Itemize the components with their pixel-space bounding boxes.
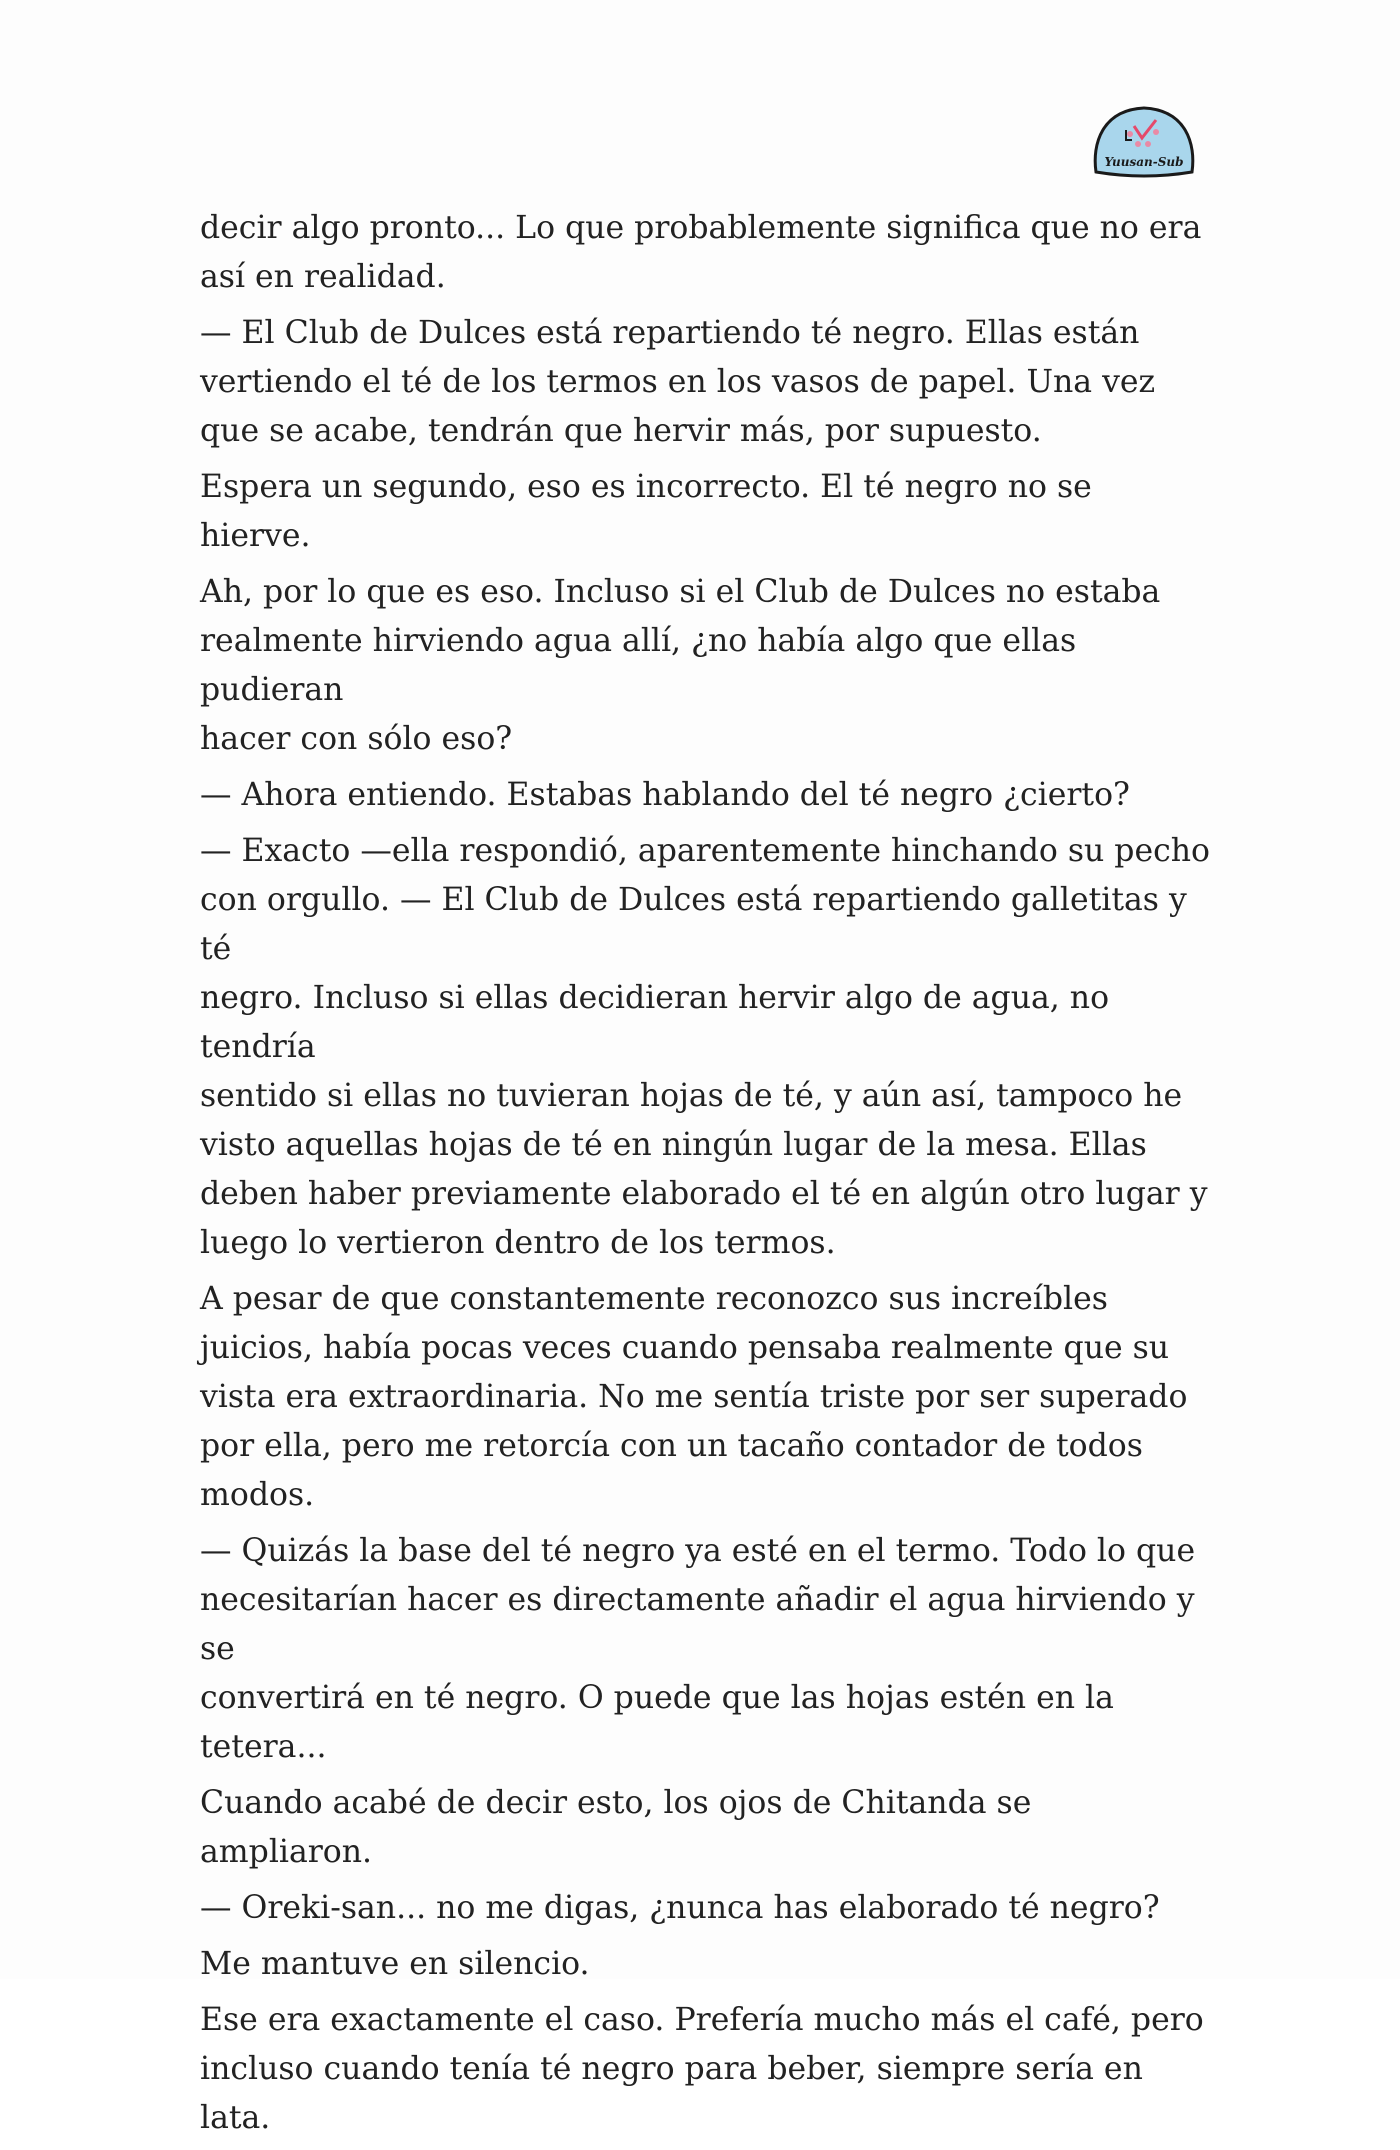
translator-logo <box>1090 104 1198 182</box>
paragraph: — Ahora entiendo. Estabas hablando del té negro ¿cierto? <box>200 777 1130 813</box>
logo-text: Yuusan-Sub <box>1104 155 1184 169</box>
paragraph: — El Club de Dulces está repartiendo té negro. Ellas están vertiendo el té de los termos en los vasos de papel. Una vez que se acabe, tendrán que hervir más, por supuesto. <box>200 315 1156 449</box>
paragraph: — Quizás la base del té negro ya esté en el termo. Todo lo que necesitarían hacer es directamente añadir el agua hirviendo y se convertirá en té negro. O puede que las hojas estén en la tetera... <box>200 1533 1196 1765</box>
paragraph: decir algo pronto... Lo que probablemente significa que no era así en realidad. <box>200 210 1202 295</box>
paragraph: Ese era exactamente el caso. Prefería mucho más el café, pero incluso cuando tenía té negro para beber, siempre sería en lata. <box>200 2002 1204 2136</box>
logo-badge-icon <box>1090 104 1198 182</box>
story-text <box>200 204 1210 2150</box>
paragraph: Cuando acabé de decir esto, los ojos de Chitanda se ampliaron. <box>200 1785 1032 1870</box>
paragraph: A pesar de que constantemente reconozco sus increíbles juicios, había pocas veces cuando pensaba realmente que su vista era extraordinaria. No me sentía triste por ser superado por ella, pero me retorcía con un tacaño contador de todos modos. <box>200 1281 1188 1513</box>
paragraph: — Oreki-san... no me digas, ¿nunca has elaborado té negro? <box>200 1890 1160 1926</box>
paragraph: Ah, por lo que es eso. Incluso si el Club de Dulces no estaba realmente hirviendo agua allí, ¿no había algo que ellas pudieran hacer con sólo eso? <box>200 574 1161 757</box>
paragraph: — Exacto —ella respondió, aparentemente hinchando su pecho con orgullo. — El Club de Dulces está repartiendo galletitas y té negro. Incluso si ellas decidieran hervir algo de agua, no tendría sentido si ellas no tuvieran hojas de té, y aún así, tampoco he visto aquellas hojas de té en ningún lugar de la mesa. Ellas deben haber previamente elaborado el té en algún otro lugar y luego lo vertieron dentro de los termos. <box>200 833 1210 1261</box>
paragraph: Me mantuve en silencio. <box>200 1946 590 1982</box>
paragraph: Espera un segundo, eso es incorrecto. El té negro no se hierve. <box>200 469 1092 554</box>
